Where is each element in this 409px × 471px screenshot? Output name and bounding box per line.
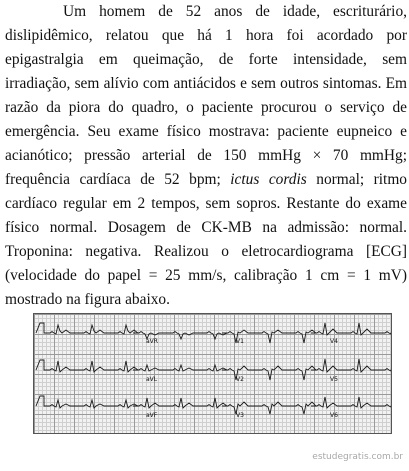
lead-label-avl: aVL bbox=[146, 376, 158, 383]
ictus-cordis-term: ictus cordis bbox=[230, 171, 307, 188]
case-paragraph bbox=[5, 0, 407, 312]
lead-label-v6: V6 bbox=[330, 412, 338, 419]
lead-label-v1: V1 bbox=[236, 338, 244, 345]
paragraph-part-2: normal; ritmo cardíaco regular em 2 tempos, sem sopros. Restante do exame físico normal. Dosagem de CK-MB na admissão: normal. Troponina: negativa. Realizou o eletrocardiograma [ECG] (velocidade do papel = 25 mm/s, calibração 1 cm = 1 mV) mostrado na figura abaixo. bbox=[5, 171, 407, 308]
lead-label-v4: V4 bbox=[330, 338, 338, 345]
question-text bbox=[5, 0, 407, 312]
lead-label-avr: aVR bbox=[146, 338, 158, 345]
ecg-figure bbox=[33, 313, 392, 434]
lead-label-avf: aVF bbox=[146, 412, 158, 419]
watermark: estudegratis.com.br bbox=[312, 452, 403, 462]
lead-label-v3: V3 bbox=[236, 412, 244, 419]
lead-label-v2: V2 bbox=[236, 376, 244, 383]
lead-label-v5: V5 bbox=[330, 376, 338, 383]
paragraph-part-1: Um homem de 52 anos de idade, escriturário, dislipidêmico, relatou que há 1 hora foi acordado por epigastralgia em queimação, de forte intensidade, sem irradiação, sem alívio com antiácidos e sem outros sintomas. Em razão da piora do quadro, o paciente procurou o serviço de emergência. Seu exame físico mostrava: paciente eupneico e acianótico; pressão arterial de 150 mmHg × 70 mmHg; frequência cardíaca de 52 bpm; bbox=[5, 3, 407, 188]
